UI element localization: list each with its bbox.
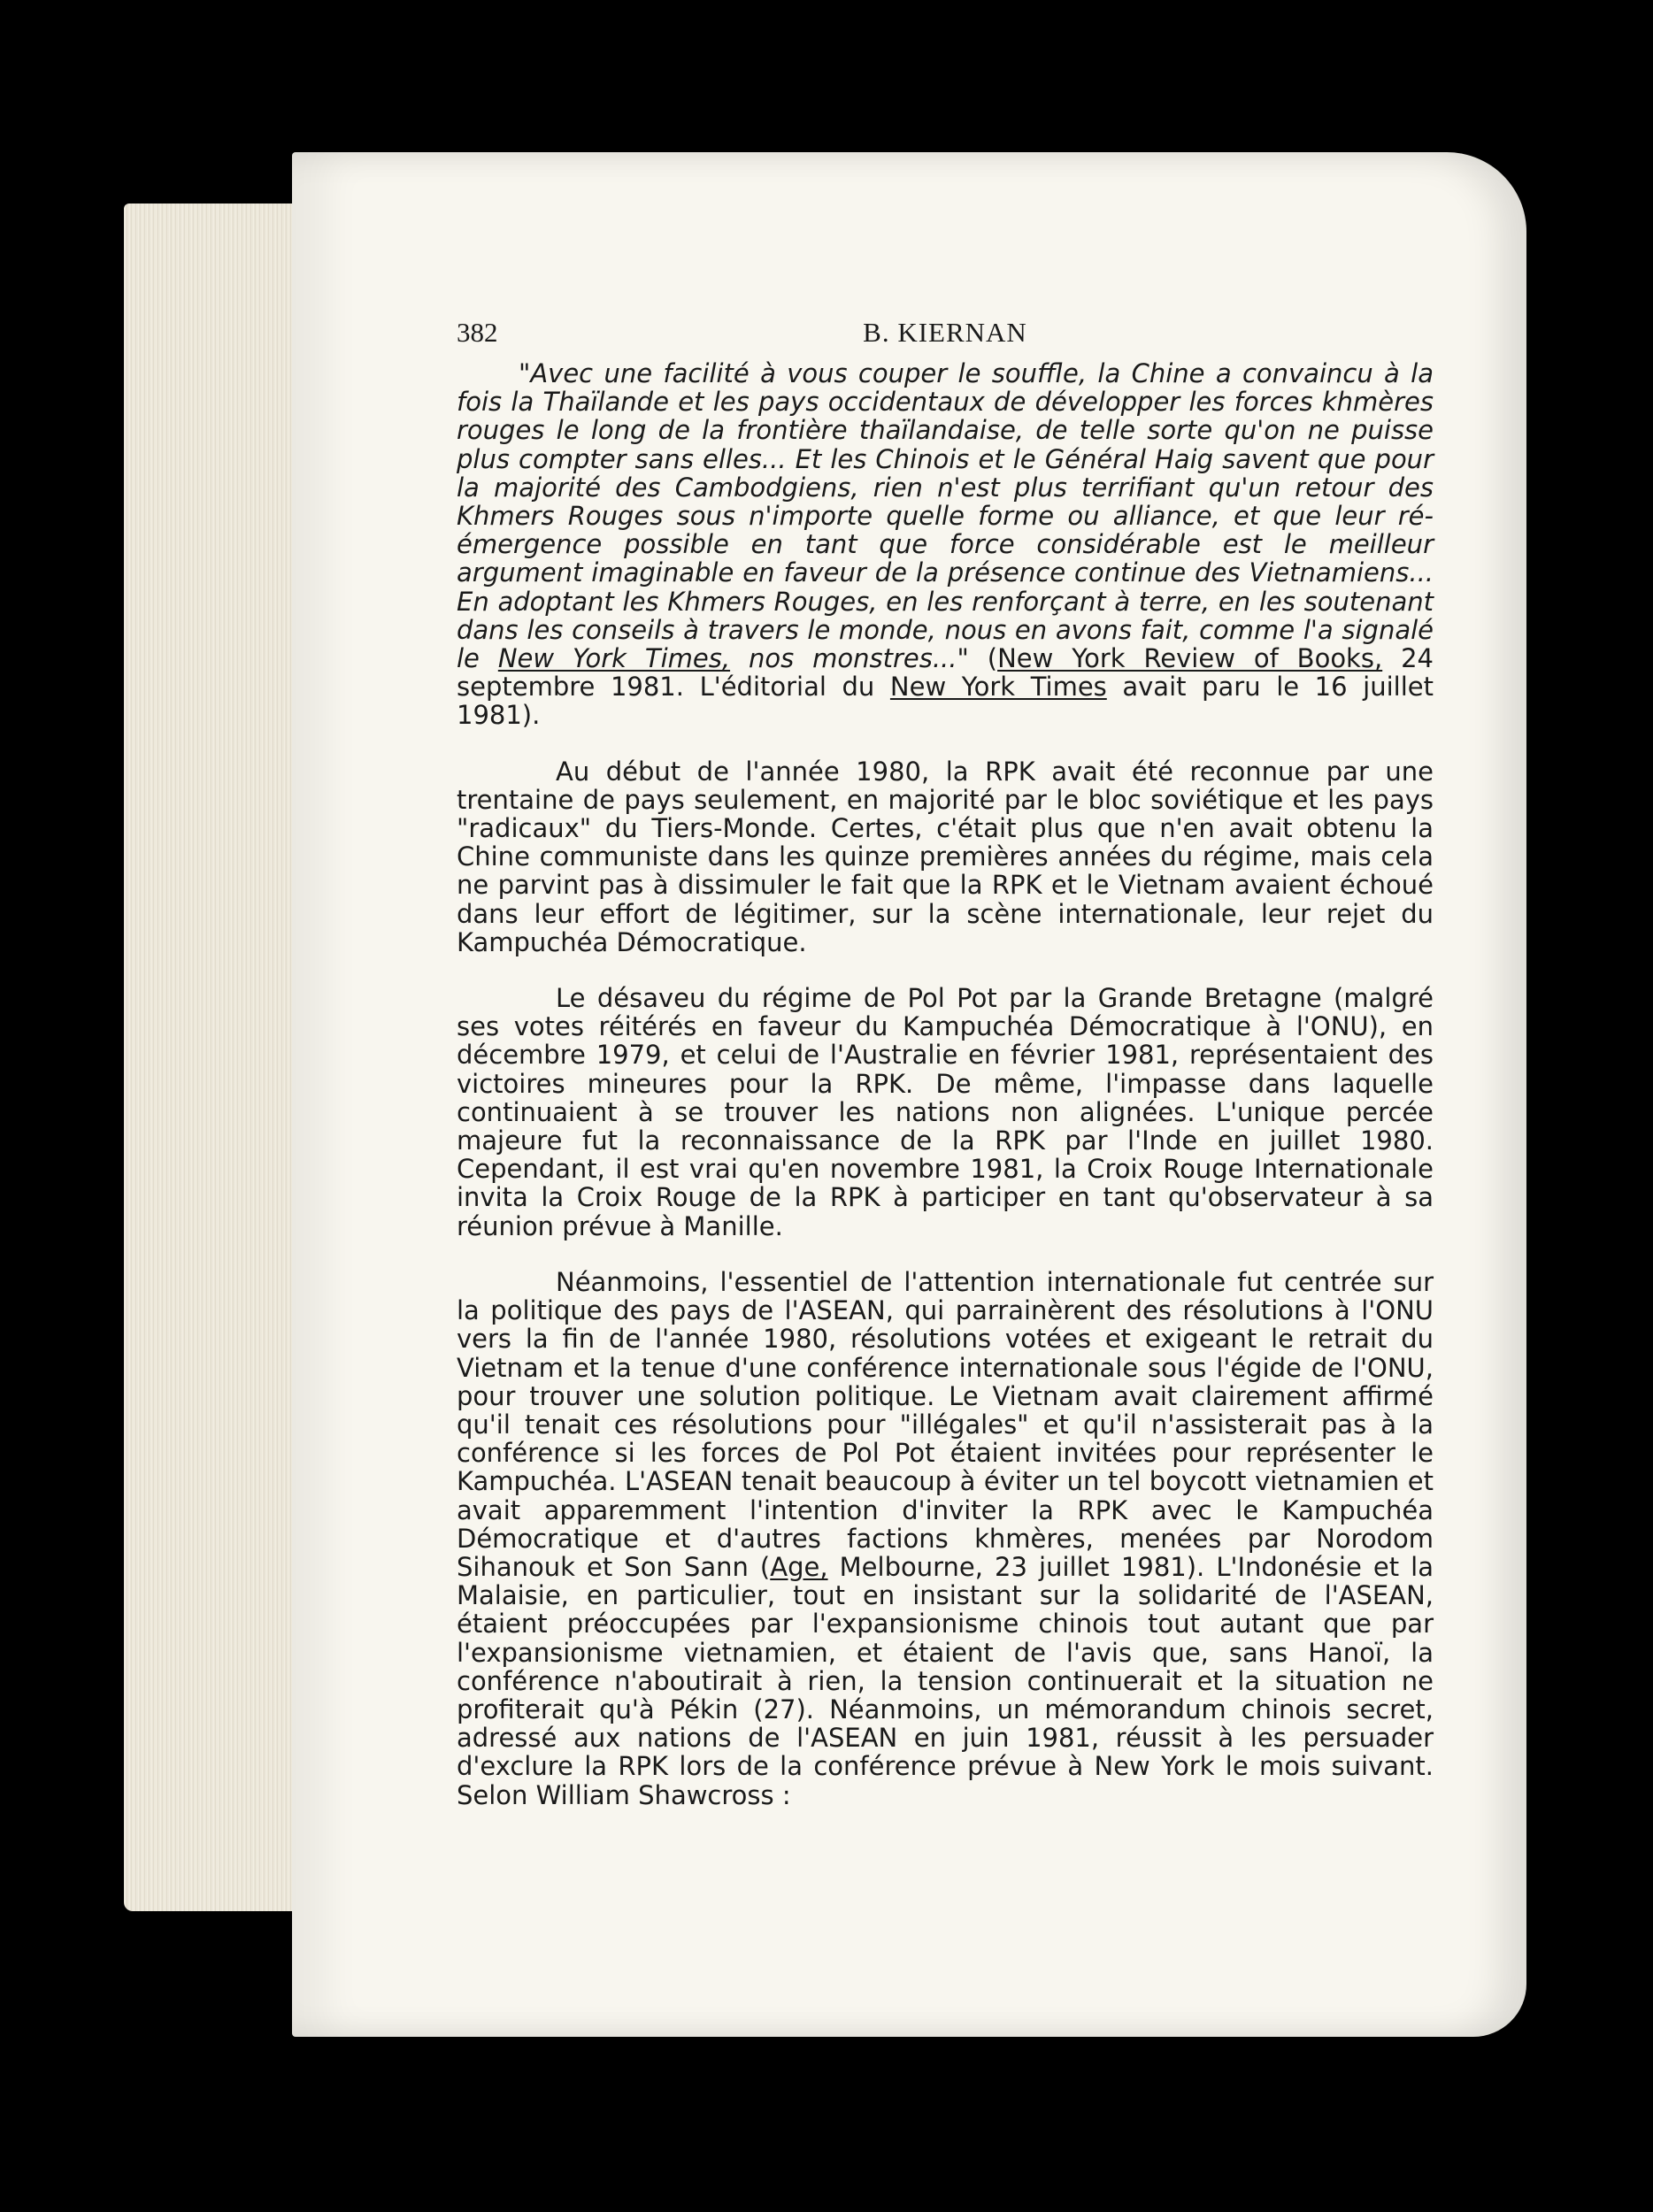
paragraph-2: Le désaveu du régime de Pol Pot par la Grande Bretagne (malgré ses votes réitérés en faveur du Kampuchéa Démocratique à l'ONU), en décembre 1979, et celui de l'Australie en février 1981, représentaient des victoires mineures pour la RPK. De même, l'impasse dans laquelle continuaient à se trouver les nations non alignées. L'unique percée majeure fut la reconnaissance de la RPK par l'Inde en juillet 1980. Cependant, il est vrai qu'en novembre 1981, la Croix Rouge Internationale invita la Croix Rouge de la RPK à participer en tant qu'observateur à sa réunion prévue à Manille.	[457, 983, 1434, 1241]
paragraph-3-text-a: Néanmoins, l'essentiel de l'attention internationale fut centrée sur la politique des pays de l'ASEAN, qui parrainèrent des résolutions à l'ONU vers la fin de l'année 1980, résolutions votées et exigeant le retrait du Vietnam et la tenue d'une conférence internationale sous l'égide de l'ONU, pour trouver une solution politique. Le Vietnam avait clairement affirmé qu'il tenait ces résolutions pour "illégales" et qu'il n'assisterait pas à la conférence si les forces de Pol Pot étaient invitées pour représenter le Kampuchéa. L'ASEAN tenait beaucoup à éviter un tel boycott vietnamien et avait apparemment l'intention d'inviter la RPK avec le Kampuchéa Démocratique et d'autres factions khmères, menées par Norodom Sihanouk et Son Sann (	[457, 1266, 1434, 1582]
page-number: 382	[457, 317, 498, 348]
quote-ref-nyt-editorial: New York Times	[889, 672, 1107, 703]
page-header	[457, 319, 1434, 357]
quote-italic-end: nos monstres..."	[748, 643, 969, 674]
quote-block	[457, 359, 1434, 730]
quote-paren-open: (	[968, 643, 998, 674]
quote-mid-text: 24 septembre 1981. L'éditorial du	[457, 643, 1434, 703]
quote-ref-new-york-times: New York Times,	[497, 643, 731, 674]
paragraph-1: Au début de l'année 1980, la RPK avait été reconnue par une trentaine de pays seulement, en majorité par le bloc soviétique et les pays "radicaux" du Tiers-Monde. Certes, c'était plus que n'en avait obtenu la Chine communiste dans les quinze premières années du régime, mais cela ne parvint pas à dissimuler le fait que la RPK et le Vietnam avaient échoué dans leur effort de légitimer, sur la scène internationale, leur rejet du Kampuchéa Démocratique.	[457, 756, 1434, 957]
book-page-edges	[124, 204, 319, 1911]
page-text-block	[457, 319, 1434, 1809]
running-head: B. KIERNAN	[863, 317, 1027, 348]
paragraph-3-text-b: Melbourne, 23 juillet 1981). L'Indonésie et la Malaisie, en particulier, tout en insistant sur la solidarité de l'ASEAN, étaient préoccupées par l'expansionisme chinois tout autant que par l'expansionisme vietnamien, et étaient de l'avis que, sans Hanoï, la conférence n'aboutirait à rien, la tension continuerait et la situation ne profiterait qu'à Pékin (27). Néanmoins, un mémorandum chinois secret, adressé aux nations de l'ASEAN en juin 1981, réussit à les persuader d'exclure la RPK lors de la conférence prévue à New York le mois suivant. Selon William Shawcross :	[457, 1551, 1434, 1810]
quote-end-text: avait paru le 16 juillet 1981).	[457, 672, 1434, 731]
quote-italic-text: "Avec une facilité à vous couper le souffle, la Chine a convaincu à la fois la Thaïlande et les pays occidentaux de développer les forces khmères rouges le long de la frontière thaïlandaise, de telle sorte qu'on ne puisse plus compter sans elles... Et les Chinois et le Général Haig savent que pour la majorité des Cambodgiens, rien n'est plus terrifiant qu'un retour des Khmers Rouges sous n'importe quelle forme ou alliance, et que leur ré-émergence possible en tant que force considérable est le meilleur argument imaginable en faveur de la présence continue des Vietnamiens... En adoptant les Khmers Rouges, en les renforçant à terre, en les soutenant dans les conseils à travers le monde, nous en avons fait, comme l'a signalé le	[457, 358, 1434, 674]
paragraph-3	[457, 1268, 1434, 1809]
paragraph-3-ref-age: Age,	[770, 1551, 828, 1582]
quote-ref-nyrb: New York Review of Books,	[997, 643, 1383, 674]
